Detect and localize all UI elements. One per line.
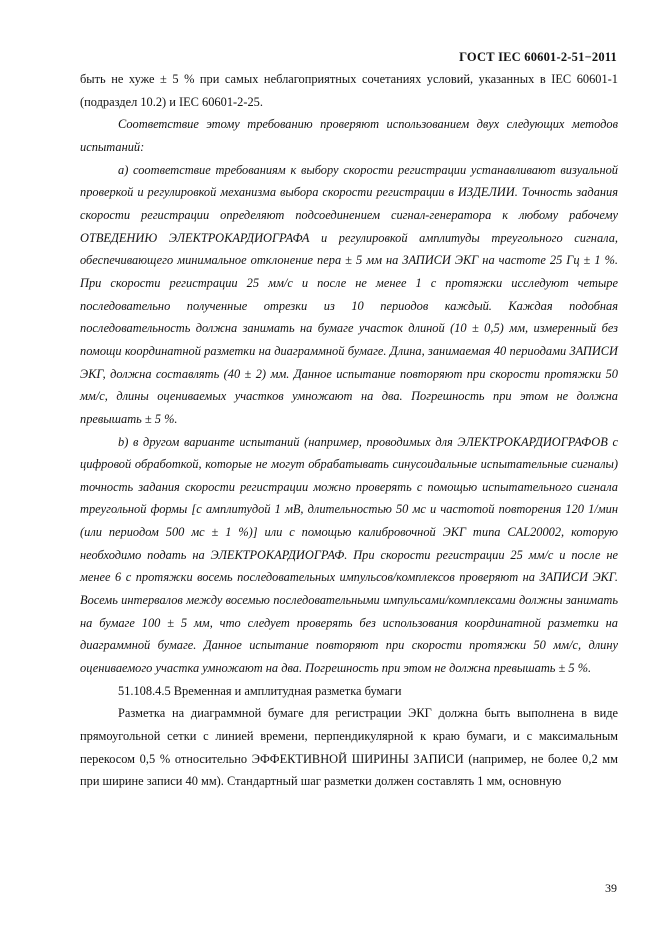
page-number: 39 [605,881,617,895]
paragraph-method-a: a) соответствие требованиям к выбору скорости регистрации устанавливают визуальной проверкой и регулировкой механизма выбора скорости регистрации в ИЗДЕЛИИ. Точность задания скорости регистрации определяют подсоединением сигнал-генератора к любому рабочему ОТВЕДЕНИЮ ЭЛЕКТРОКАРДИОГРАФА и регулировкой амплитуды треугольного сигнала, обеспечивающего минимальное отклонение пера ± 5 мм на ЗАПИСИ ЭКГ на частоте 25 Гц ± 1 %. При скорости регистрации 25 мм/с и после не менее 1 с протяжки исследуют четыре последовательно полученные отрезки из 10 периодов каждый. Каждая подобная последовательность должна занимать на бумаге участок длиной (10 ± 0,5) мм, измеренный без помощи координатной разметки на диаграммной бумаге. Длина, занимаемая 40 периодами ЗАПИСИ ЭКГ, должна составлять (40 ± 2) мм. Данное испытание повторяют при скорости протяжки 50 мм/с, длины оцениваемых участков умножают на два. Погрешность при этом не должна превышать ± 5 %. [80,162,618,426]
section-heading-51-108-4-5: 51.108.4.5 Временная и амплитудная разметка бумаги [118,683,402,698]
paragraph-continuation: быть не хуже ± 5 % при самых неблагоприятных сочетаниях условий, указанных в IEC 60601-1 (подраздел 10.2) и IEC 60601-2-25. [80,72,618,109]
paragraph-grid-marking: Разметка на диаграммной бумаге для регистрации ЭКГ должна быть выполнена в виде прямоугольной сетки с линией времени, перпендикулярной к краю бумаги, и с максимальным перекосом 0,5 % относительно ЭФФЕКТИВНОЙ ШИРИНЫ ЗАПИСИ (например, не более 0,2 мм при ширине записи 40 мм). Стандартный шаг разметки должен составлять 1 мм, основную [80,706,618,789]
paragraph-method-b: b) в другом варианте испытаний (например, проводимых для ЭЛЕКТРОКАРДИОГРАФОВ с цифровой обработкой, которые не могут обрабатывать синусоидальные испытательные сигналы) точность задания скорости регистрации можно проверять с помощью испытательного сигнала треугольной формы [с амплитудой 1 мВ, длительностью 50 мс и частотой повторения 120 1/мин (или периодом 500 мс ± 1 %)] или с помощью калибровочной ЭКГ типа CAL20002, которую необходимо подать на ЭЛЕКТРОКАРДИОГРАФ. При скорости регистрации 25 мм/с и после не менее 6 с протяжки восемь последовательных импульсов/комплексов проверяют на ЗАПИСИ ЭКГ. Восемь интервалов между восемью последовательными импульсами/комплексами должны занимать на бумаге 100 ± 5 мм, что следует проверять без использования координатной разметки на диаграммной бумаге. Данное испытание повторяют при скорости протяжки 50 мм/с, длину оцениваемого участка умножают на два. Погрешность при этом не должна превышать ± 5 %. [80,434,618,676]
document-body [80,68,618,793]
paragraph-compliance-intro: Соответствие этому требованию проверяют использованием двух следующих методов испытаний: [80,117,618,154]
standard-header: ГОСТ IEC 60601-2-51−2011 [459,50,617,64]
